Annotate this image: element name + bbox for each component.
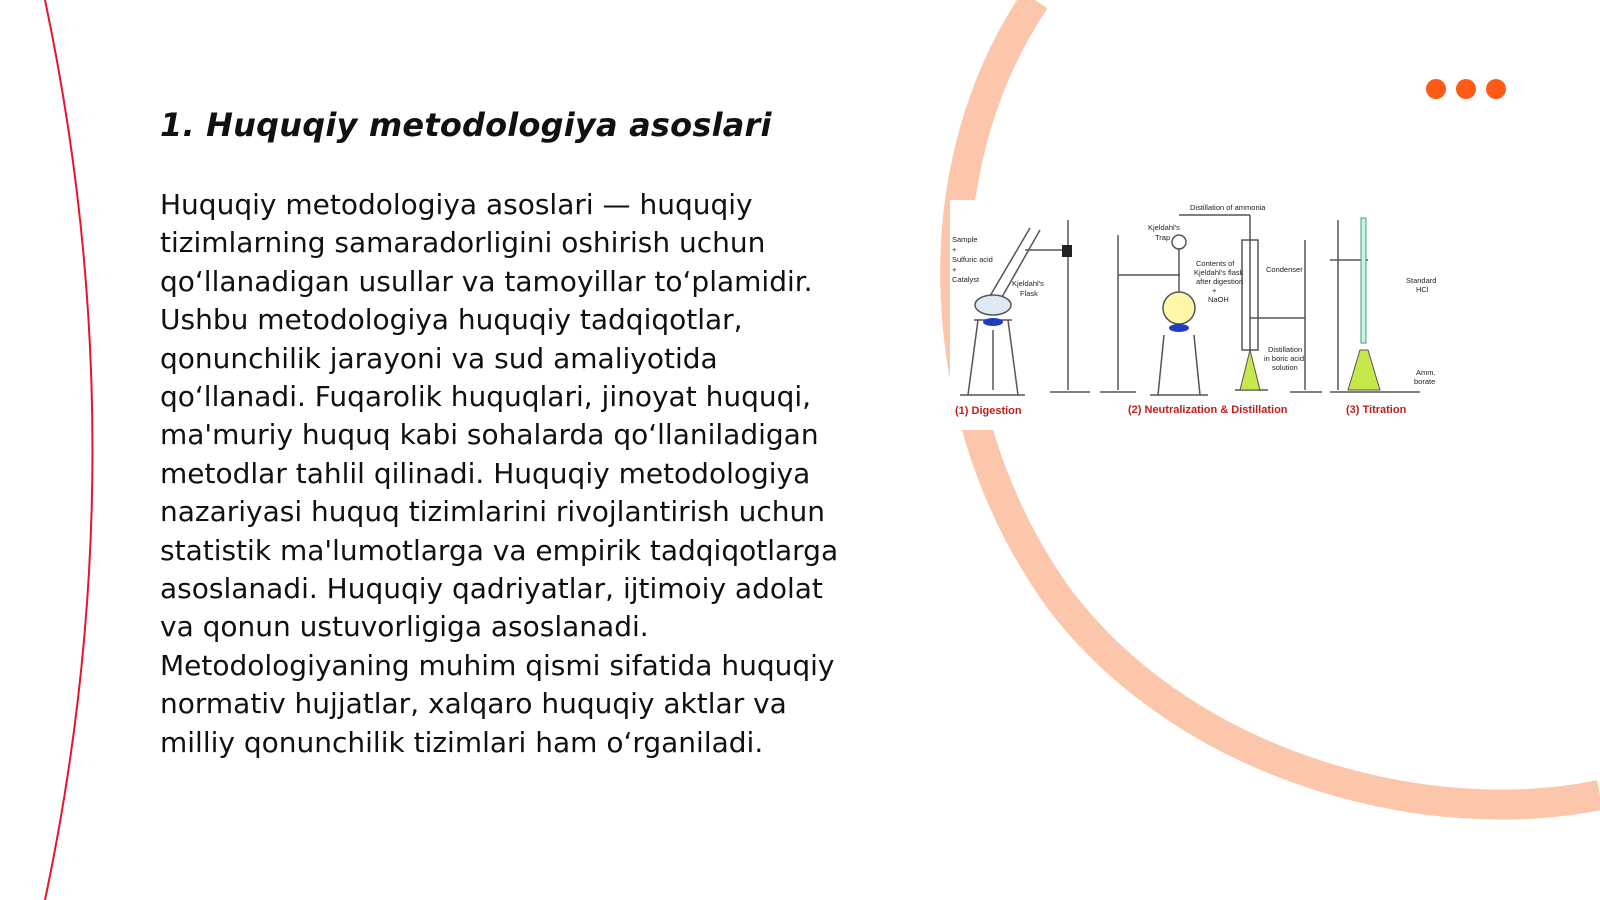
label-contents-3: after digestion <box>1196 277 1244 286</box>
slide-title: 1. Huquqiy metodologiya asoslari <box>160 106 772 144</box>
kjeldahl-apparatus-figure <box>950 200 1450 430</box>
label-boric-2: in boric acid <box>1264 354 1305 363</box>
label-contents-4: + <box>1212 286 1217 295</box>
label-trap-2: Trap <box>1155 233 1171 242</box>
stage-label-digestion: (1) Digestion <box>955 405 1022 417</box>
label-boric: Distillation <box>1268 345 1303 354</box>
label-sample-plus-2: + <box>952 265 957 274</box>
label-borate: borate <box>1414 377 1436 386</box>
clamp <box>1062 245 1072 257</box>
label-flask: Flask <box>1020 289 1038 298</box>
label-sample: Sample <box>952 235 978 244</box>
label-sulfuric-acid: Sulfuric acid <box>952 255 993 264</box>
dot <box>1426 79 1446 99</box>
label-contents: Contents of <box>1196 259 1235 268</box>
label-trap: Kjeldahl's <box>1148 223 1180 232</box>
label-distillation-ammonia: Distillation of ammonia <box>1190 203 1266 212</box>
dot <box>1486 79 1506 99</box>
label-boric-3: solution <box>1272 363 1298 372</box>
burette <box>1361 218 1366 343</box>
label-standard-hcl: Standard <box>1406 276 1437 285</box>
label-sample-plus: + <box>952 245 957 254</box>
three-dots-icon <box>1426 79 1506 99</box>
burner-flame <box>1169 324 1189 332</box>
label-hcl: HCl <box>1416 285 1429 294</box>
label-catalyst: Catalyst <box>952 275 980 284</box>
dot <box>1456 79 1476 99</box>
stage-label-titration: (3) Titration <box>1346 404 1407 416</box>
label-condenser: Condenser <box>1266 265 1303 274</box>
label-naoh: NaOH <box>1208 295 1229 304</box>
label-contents-2: Kjeldahl's flask <box>1194 268 1244 277</box>
slide-body-text: Huquqiy metodologiya asoslari — huquqiy tizimlarning samaradorligini oshirish uchun qo‘llanadigan usullar va tamoyillar to‘plamidir. Ushbu metodologiya huquqiy tadqiqotlar, qonunchilik jarayoni va sud amaliyotida qo‘llanadi. Fuqarolik huquqlari, jinoyat huquqi, ma'muriy huquq kabi sohalarda qo‘llaniladigan metodlar tahlil qilinadi. Huquqiy metodologiya nazariyasi huquq tizimlarini rivojlantirish uchun statistik ma'lumotlarga va empirik tadqiqotlarga asoslanadi. Huquqiy qadriyatlar, ijtimoiy adolat va qonun ustuvorligiga asoslanadi. Metodologiyaning muhim qismi sifatida huquqiy normativ hujjatlar, xalqaro huquqiy aktlar va milliy qonunchilik tizimlari ham o‘rganiladi. <box>160 188 839 759</box>
burner-flame <box>983 318 1003 326</box>
left-red-curve <box>45 0 93 900</box>
stage-label-distillation: (2) Neutralization & Distillation <box>1128 404 1288 416</box>
label-amm: Amm. <box>1416 368 1436 377</box>
label-kjeldahl-flask: Kjeldahl's <box>1012 279 1044 288</box>
